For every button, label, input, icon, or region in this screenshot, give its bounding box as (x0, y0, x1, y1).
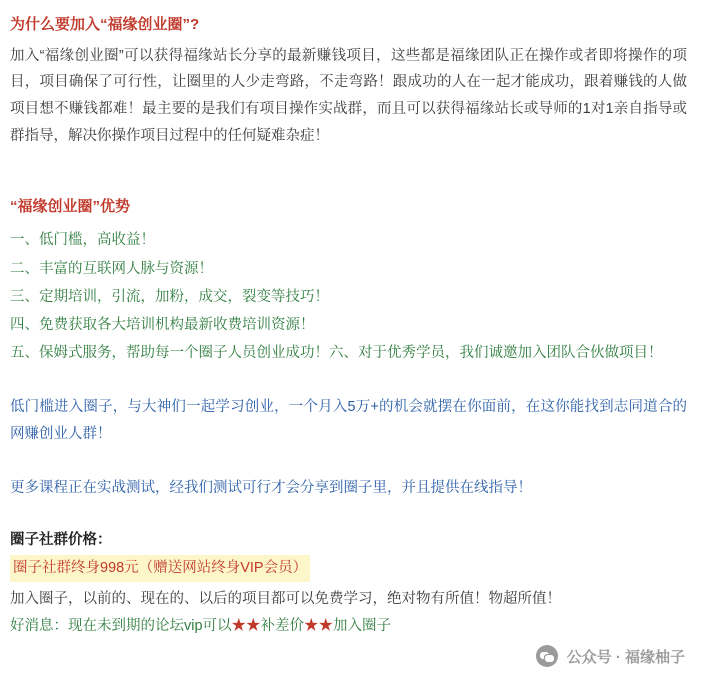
stars-left: ★★ (231, 618, 261, 635)
stars-right: ★★ (304, 618, 334, 635)
wechat-official-account-icon (536, 645, 558, 667)
spacer (10, 502, 687, 528)
list-item: 四、免费获取各大培训机构最新收费培训资源！ (10, 317, 315, 334)
intro-paragraph: 加入“福缘创业圈”可以获得福缘站长分享的最新赚钱项目，这些都是福缘团队正在操作或者即将操作的项目，项目确保了可行性，让圈里的人少走弯路，不走弯路！跟成功的人在一起才能成功，跟着赚钱的人做项目想不赚钱都难！最主要的是我们有项目操作实战群，而且可以获得福缘站长或导师的1对1亲自指导或群指导，解决你操作项目过程中的任何疑难杂症！ (10, 47, 687, 144)
advantages-list (10, 226, 687, 367)
section-heading-why: 为什么要加入“福缘创业圈”? (10, 16, 200, 33)
list-item: 二、丰富的互联网人脉与资源！ (10, 260, 213, 277)
free-study-line: 加入圈子，以前的、现在的、以后的项目都可以免费学习，绝对物有所值！物超所值！ (10, 591, 561, 608)
section-heading-advantages: “福缘创业圈”优势 (10, 197, 131, 215)
good-news-prefix: 好消息：现在未到期的论坛vip可以 (10, 618, 232, 635)
good-news-suffix: 加入圈子 (333, 618, 392, 635)
list-item: 五、保姆式服务，帮助每一个圈子人员创业成功！六、对于优秀学员，我们诚邀加入团队合伙做项目！ (10, 345, 663, 362)
price-title: 圈子社群价格： (10, 532, 112, 549)
spacer (10, 150, 687, 196)
watermark-text: 公众号 · 福缘柚子 (566, 648, 685, 666)
good-news-line (10, 613, 687, 640)
watermark (536, 645, 685, 667)
list-item: 三、定期培训，引流，加粉，成交，裂变等技巧！ (10, 288, 329, 305)
highlight-paragraph-low-threshold: 低门槛进入圈子，与大神们一起学习创业，一个月入5万+的机会就摆在你面前，在这你能找到志同道合的网赚创业人群！ (10, 398, 687, 443)
highlight-paragraph-more-courses: 更多课程正在实战测试，经我们测试可行才会分享到圈子里，并且提供在线指导！ (10, 479, 532, 496)
price-highlight: 圈子社群终身998元（赠送网站终身VIP会员） (10, 555, 310, 582)
price-highlight-wrapper (10, 555, 687, 586)
list-item: 一、低门槛，高收益！ (10, 232, 155, 249)
spacer (10, 449, 687, 475)
good-news-middle: 补差价 (260, 618, 305, 635)
spacer (10, 368, 687, 394)
